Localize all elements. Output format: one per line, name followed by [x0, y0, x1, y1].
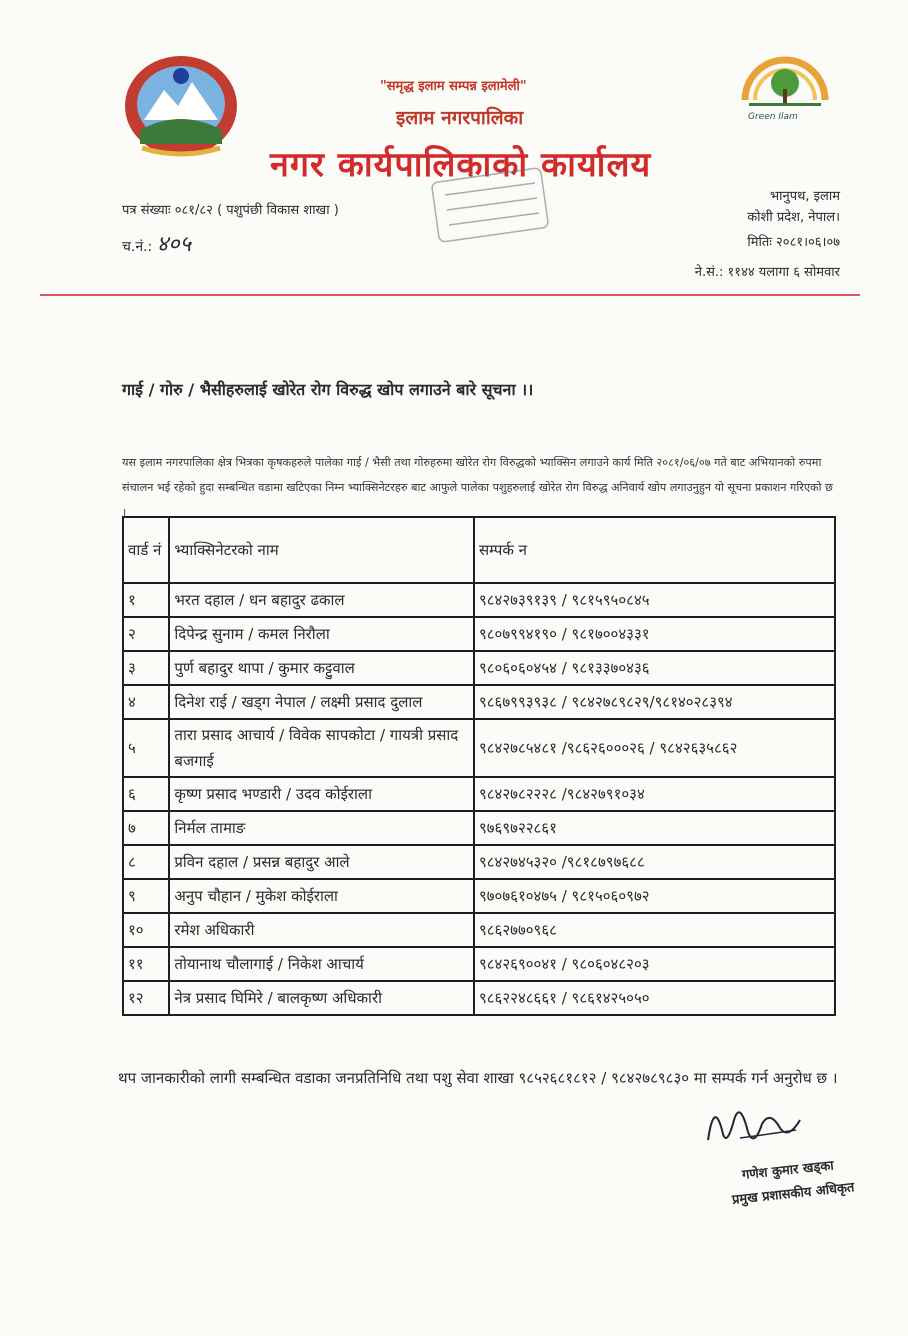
name-cell: तोयानाथ चौलागाई / निकेश आचार्य	[169, 947, 474, 981]
nepal-samvat-date: ने.सं.: ११४४ यलागा ६ सोमवार	[694, 265, 840, 280]
table-row	[123, 811, 835, 845]
phone-cell: ९८६२७७०९६८	[474, 913, 835, 947]
name-cell: नेत्र प्रसाद घिमिरे / बालकृष्ण अधिकारी	[169, 981, 474, 1015]
office-title: नगर कार्यपालिकाको कार्यालय	[270, 145, 652, 185]
ward-cell: ११	[123, 947, 169, 981]
header-phone: सम्पर्क न	[474, 517, 835, 583]
name-cell: तारा प्रसाद आचार्य / विवेक सापकोटा / गायत्री प्रसाद बजगाई	[169, 719, 474, 777]
dispatch-label: च.नं.:	[122, 239, 153, 255]
ward-cell: ५	[123, 719, 169, 777]
phone-cell: ९७०७६१०४७५ / ९८१५०६०९७२	[474, 879, 835, 913]
notice-subject: गाई / गोरु / भैसीहरुलाई खोरेत रोग विरुद्ध खोप लगाउने बारे सूचना ।।	[122, 380, 534, 399]
phone-cell: ९८४२७८५४८१ /९८६२६०००२६ / ९८४२६३५८६२	[474, 719, 835, 777]
signatory-title: प्रमुख प्रशासकीय अधिकृत	[731, 1180, 856, 1208]
ward-cell: ४	[123, 685, 169, 719]
address-line-1: भानुपथ, इलाम	[769, 189, 840, 204]
ward-cell: ८	[123, 845, 169, 879]
table-row	[123, 845, 835, 879]
dispatch-value: ४०५	[156, 232, 192, 257]
table-row	[123, 777, 835, 811]
dispatch-number	[122, 228, 191, 258]
phone-cell: ९८०६०६०४५४ / ९८१३३७०४३६	[474, 651, 835, 685]
phone-cell: ९८०७९९४१९० / ९८१७००४३३१	[474, 617, 835, 651]
phone-cell: ९८४२७४५३२० /९८१८७९७६८८	[474, 845, 835, 879]
ward-cell: ३	[123, 651, 169, 685]
phone-cell: ९८४२७३९१३९ / ९८१५९५०८४५	[474, 583, 835, 617]
table-row	[123, 617, 835, 651]
table-row	[123, 981, 835, 1015]
letter-number: पत्र संख्याः ०८१/८२ ( पशुपंछी विकास शाखा )	[122, 203, 339, 218]
ward-cell: २	[123, 617, 169, 651]
table-row	[123, 913, 835, 947]
table-row	[123, 879, 835, 913]
name-cell: निर्मल तामाङ	[169, 811, 474, 845]
ward-cell: ९	[123, 879, 169, 913]
signature-icon	[700, 1090, 810, 1160]
notice-intro: यस इलाम नगरपालिका क्षेत्र भित्रका कृषकहरुले पालेका गाई / भैसी तथा गोरुहरुमा खोरेत रोग विरुद्धको भ्याक्सिन लगाउने कार्य मिति २०८१/०६/०७ गते बाट अभियानको रुपमा संचालन भई रहेको हुदा सम्बन्धित वडामा खटिएका निम्न भ्याक्सिनेटरहरु बाट आफुले पालेका पशुहरुलाई खोरेत रोग विरुद्ध अनिवार्य खोप लगाउनुहुन यो सूचना प्रकाशन गरिएको छ ।	[122, 456, 833, 519]
tagline: "समृद्ध इलाम सम्पन्न इलामेली"	[380, 79, 527, 94]
table-row	[123, 947, 835, 981]
name-cell: पुर्ण बहादुर थापा / कुमार कट्टुवाल	[169, 651, 474, 685]
municipality-name: इलाम नगरपालिका	[396, 107, 524, 129]
signatory-name: गणेश कुमार खड्का	[741, 1158, 835, 1183]
header-divider	[40, 294, 860, 296]
table-header-row	[123, 517, 835, 583]
footer-note: थप जानकारीको लागी सम्बन्धित वडाका जनप्रतिनिधि तथा पशु सेवा शाखा ९८५२६८१८१२ / ९८४२७८९८३० मा सम्पर्क गर्न अनुरोध छ ।	[118, 1069, 838, 1087]
phone-cell: ९८४२६९००४१ / ९८०६०४८२०३	[474, 947, 835, 981]
green-logo-text: Green Ilam	[748, 112, 798, 122]
name-cell: रमेश अधिकारी	[169, 913, 474, 947]
name-cell: अनुप चौहान / मुकेश कोईराला	[169, 879, 474, 913]
header-ward: वार्ड नं	[123, 517, 169, 583]
ward-cell: १२	[123, 981, 169, 1015]
name-cell: दिनेश राई / खड्ग नेपाल / लक्ष्मी प्रसाद दुलाल	[169, 685, 474, 719]
ward-cell: १०	[123, 913, 169, 947]
table-row	[123, 719, 835, 777]
table-row	[123, 685, 835, 719]
ward-cell: ६	[123, 777, 169, 811]
name-cell: दिपेन्द्र सुनाम / कमल निरौला	[169, 617, 474, 651]
ward-cell: ७	[123, 811, 169, 845]
government-emblem-icon	[122, 48, 240, 158]
phone-cell: ९८६२२४८६६१ / ९८६१४२५०५०	[474, 981, 835, 1015]
vaccinator-table	[122, 516, 836, 1016]
name-cell: प्रविन दहाल / प्रसन्न बहादुर आले	[169, 845, 474, 879]
address-line-2: कोशी प्रदेश, नेपाल।	[747, 210, 840, 225]
name-cell: भरत दहाल / धन बहादुर ढकाल	[169, 583, 474, 617]
phone-cell: ९८६७९९३९३८ / ९८४२७८९८२९/९८१४०२८३९४	[474, 685, 835, 719]
phone-cell: ९७६९७२२८६१	[474, 811, 835, 845]
name-cell: कृष्ण प्रसाद भण्डारी / उदव कोईराला	[169, 777, 474, 811]
table-row	[123, 583, 835, 617]
letter-date: मितिः २०८१।०६।०७	[747, 235, 840, 250]
table-row	[123, 651, 835, 685]
phone-cell: ९८४२७८२२२८ /९८४२७९१०३४	[474, 777, 835, 811]
office-stamp-icon	[425, 165, 555, 260]
header-name: भ्याक्सिनेटरको नाम	[169, 517, 474, 583]
ward-cell: १	[123, 583, 169, 617]
